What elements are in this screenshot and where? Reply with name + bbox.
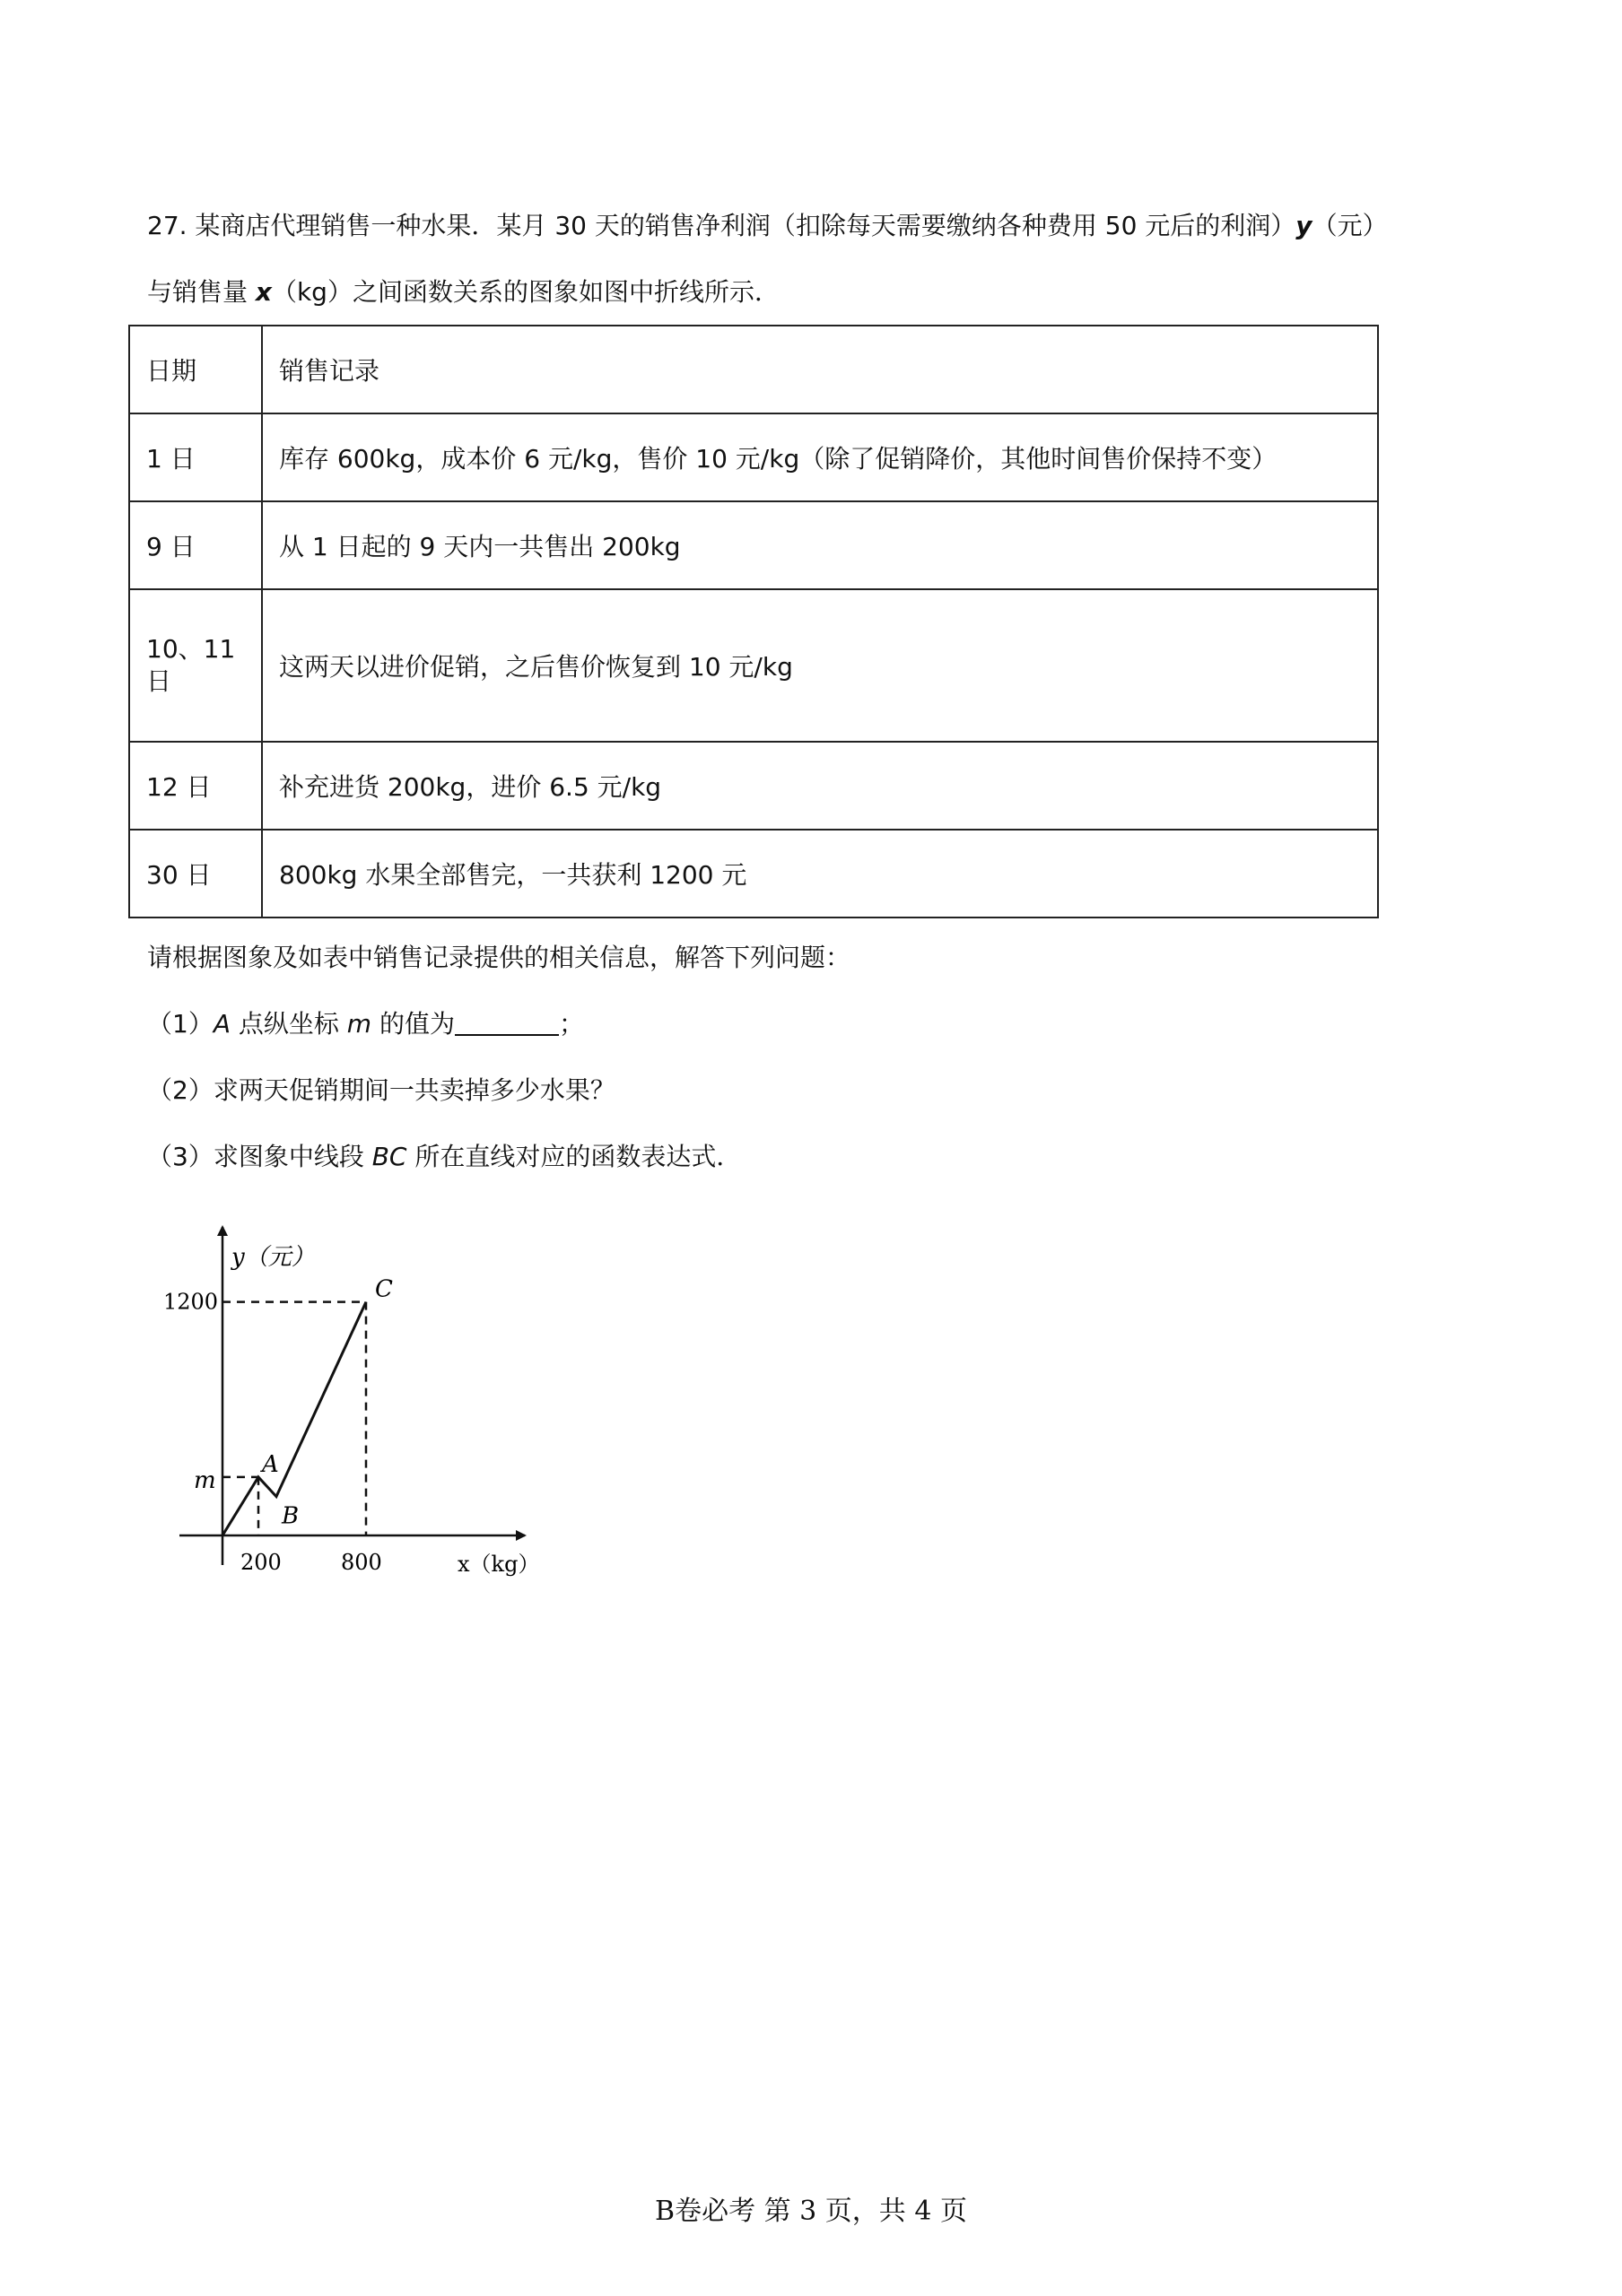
row-date: 30 日 (129, 830, 262, 918)
question-1 (147, 1006, 584, 1042)
x-axis-label: x（kg） (458, 1552, 540, 1577)
header-date: 日期 (129, 326, 262, 413)
table-row (129, 413, 1378, 501)
intro1-text: 27. 某商店代理销售一种水果．某月 30 天的销售净利润（扣除每天需要缴纳各种费用 50 元后的利润） (147, 211, 1296, 240)
row-date: 1 日 (129, 413, 262, 501)
table-row (129, 589, 1378, 742)
question-2: （2）求两天促销期间一共卖掉多少水果？ (147, 1075, 615, 1105)
row-date (129, 589, 262, 742)
point-c-label: C (375, 1275, 393, 1303)
intro1-tail: （元） (1312, 211, 1388, 240)
problem-intro-line1 (147, 208, 1388, 244)
header-record: 销售记录 (262, 326, 1378, 413)
row-record: 这两天以进价促销，之后售价恢复到 10 元/kg (262, 589, 1378, 742)
problem-intro-line2 (147, 274, 780, 310)
row-record: 800kg 水果全部售完，一共获利 1200 元 (262, 830, 1378, 918)
q1-mid: 点纵坐标 (230, 1009, 347, 1039)
page-footer: B卷必考 第 3 页，共 4 页 (655, 2196, 967, 2227)
q1-tail: 的值为 (371, 1009, 455, 1039)
row-date: 9 日 (129, 501, 262, 589)
row-date: 12 日 (129, 742, 262, 830)
q3-prefix: （3）求图象中线段 (147, 1142, 372, 1171)
q3-var: BC (371, 1142, 407, 1171)
intro2-tail: 之间函数关系的图象如图中折线所示． (352, 277, 780, 307)
table-header-row (129, 326, 1378, 413)
row-record: 补充进货 200kg，进价 6.5 元/kg (262, 742, 1378, 830)
row-record: 库存 600kg，成本价 6 元/kg，售价 10 元/kg（除了促销降价，其他时间售价保持不变） (262, 413, 1378, 501)
intro2-unit: （kg） (271, 277, 353, 307)
profit-polyline (222, 1302, 366, 1535)
profit-graph (161, 1220, 556, 1596)
x-tick-800: 800 (341, 1550, 382, 1575)
table-row (129, 742, 1378, 830)
q1-m: m (346, 1009, 372, 1039)
intro2-var: x (255, 277, 272, 307)
q3-tail: 所在直线对应的函数表达式． (406, 1142, 742, 1171)
table-row (129, 830, 1378, 918)
point-a-label: A (262, 1450, 279, 1478)
row-date-text: 10、11 日 (146, 634, 236, 696)
question-3 (147, 1139, 741, 1175)
y-tick-m: m (194, 1466, 216, 1494)
intro1-var: y (1295, 211, 1312, 240)
sales-record-table (128, 325, 1379, 918)
row-record: 从 1 日起的 9 天内一共售出 200kg (262, 501, 1378, 589)
table-row (129, 501, 1378, 589)
q1-var: A (213, 1009, 231, 1039)
instructions: 请根据图象及如表中销售记录提供的相关信息，解答下列问题： (147, 943, 851, 972)
y-axis-label: y（元） (231, 1244, 315, 1271)
answer-blank[interactable] (455, 1009, 559, 1036)
x-tick-200: 200 (240, 1550, 282, 1575)
intro2-head: 与销售量 (147, 277, 256, 307)
q1-end: ； (558, 1009, 584, 1039)
point-b-label: B (282, 1502, 300, 1530)
y-tick-1200: 1200 (163, 1289, 219, 1315)
q1-prefix: （1） (147, 1009, 214, 1039)
